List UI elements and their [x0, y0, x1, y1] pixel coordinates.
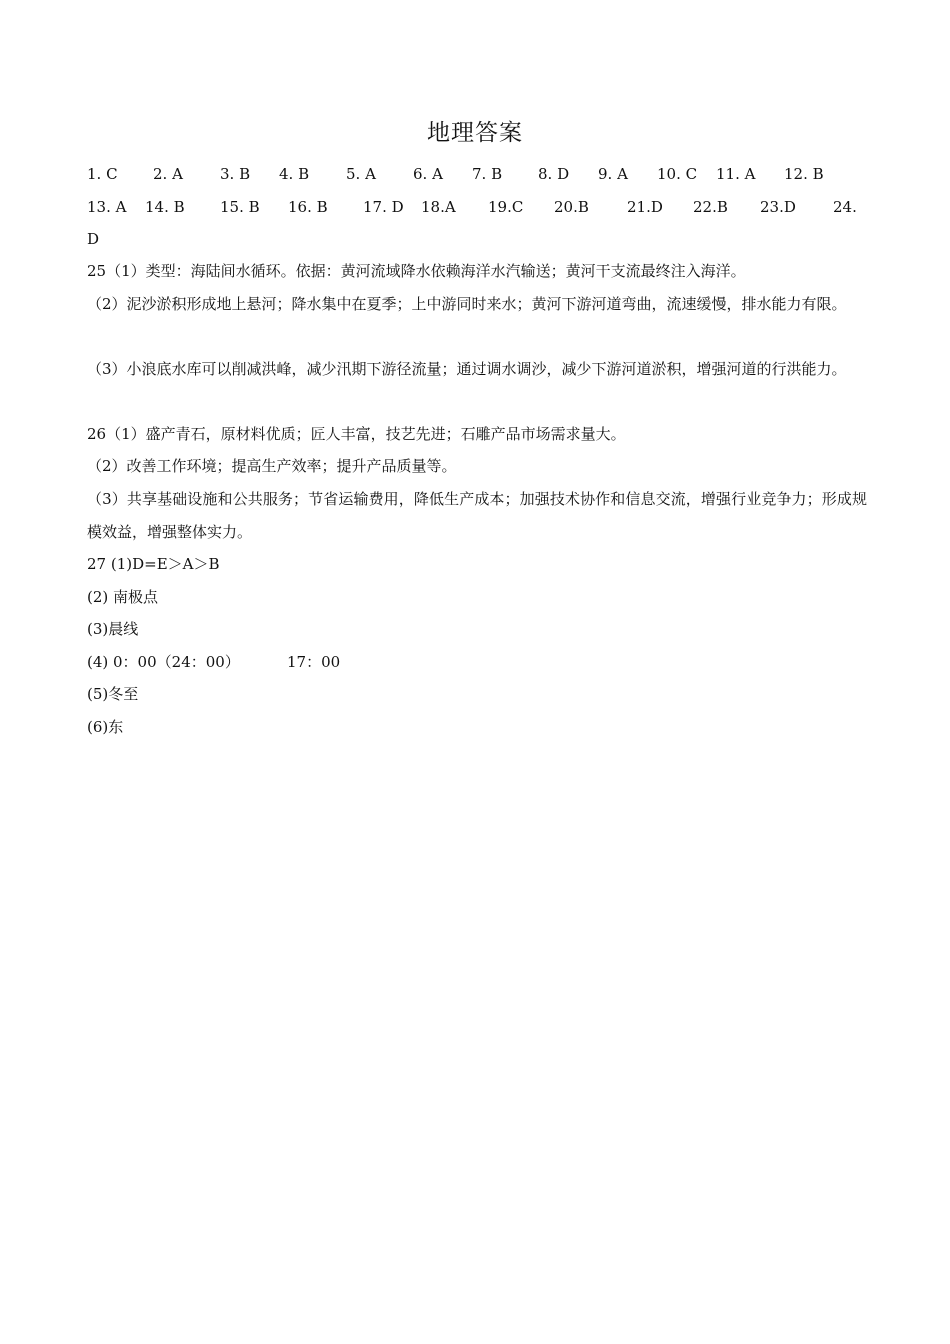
mc-answer: 20.B	[554, 198, 589, 216]
mc-answer: 14. B	[145, 198, 185, 216]
mc-answer: 21.D	[627, 198, 663, 216]
page-title: 地理答案	[427, 120, 523, 146]
q27-part-3: (3)晨线	[87, 620, 139, 638]
mc-answer: 2. A	[153, 165, 183, 183]
mc-answer: 9. A	[598, 165, 628, 183]
q25-part-3: （3）小浪底水库可以削减洪峰，减少汛期下游径流量；通过调水调沙，减少下游河道淤积，增强河道的行洪能力。	[87, 360, 847, 378]
mc-answer: 8. D	[538, 165, 570, 183]
q27-part-4b: 17：00	[287, 653, 341, 671]
q25-part-2: （2）泥沙淤积形成地上悬河；降水集中在夏季；上中游同时来水；黄河下游河道弯曲，流速缓慢，排水能力有限。	[87, 295, 847, 313]
mc-answer: 17. D	[363, 198, 404, 216]
q27-part-1: 27 (1)D=E＞A＞B	[87, 555, 220, 573]
q26-part-1: 26（1）盛产青石，原材料优质；匠人丰富，技艺先进；石雕产品市场需求量大。	[87, 425, 626, 443]
mc-answer: 7. B	[472, 165, 503, 183]
q26-part-2: （2）改善工作环境；提高生产效率；提升产品质量等。	[87, 457, 457, 475]
q25-part-1: 25（1）类型：海陆间水循环。依据：黄河流域降水依赖海洋水汽输送；黄河干支流最终注入海洋。	[87, 262, 746, 280]
mc-answer: 15. B	[220, 198, 260, 216]
mc-answer: 6. A	[413, 165, 443, 183]
q27-part-2: (2) 南极点	[87, 588, 159, 606]
mc-answer: 22.B	[693, 198, 728, 216]
mc-answer: 4. B	[279, 165, 310, 183]
mc-answer-row-3: D	[87, 230, 100, 248]
q27-part-6: (6)东	[87, 718, 124, 736]
mc-answer: 11. A	[716, 165, 756, 183]
mc-answer: 24.	[833, 198, 857, 216]
mc-answer: 3. B	[220, 165, 251, 183]
mc-answer: 12. B	[784, 165, 824, 183]
mc-answer: 1. C	[87, 165, 118, 183]
mc-answer: 10. C	[657, 165, 698, 183]
q26-part-3: （3）共享基础设施和公共服务；节省运输费用，降低生产成本；加强技术协作和信息交流，增强行业竞争力；形成规模效益，增强整体实力。	[87, 490, 867, 541]
q27-part-5: (5)冬至	[87, 685, 139, 703]
q27-part-4a: (4) 0：00（24：00）	[87, 653, 240, 671]
mc-answer: 16. B	[288, 198, 328, 216]
mc-answer: 19.C	[488, 198, 524, 216]
mc-answer: 18.A	[421, 198, 456, 216]
mc-answer: 23.D	[760, 198, 796, 216]
mc-answer: 13. A	[87, 198, 127, 216]
mc-answer: 5. A	[346, 165, 376, 183]
